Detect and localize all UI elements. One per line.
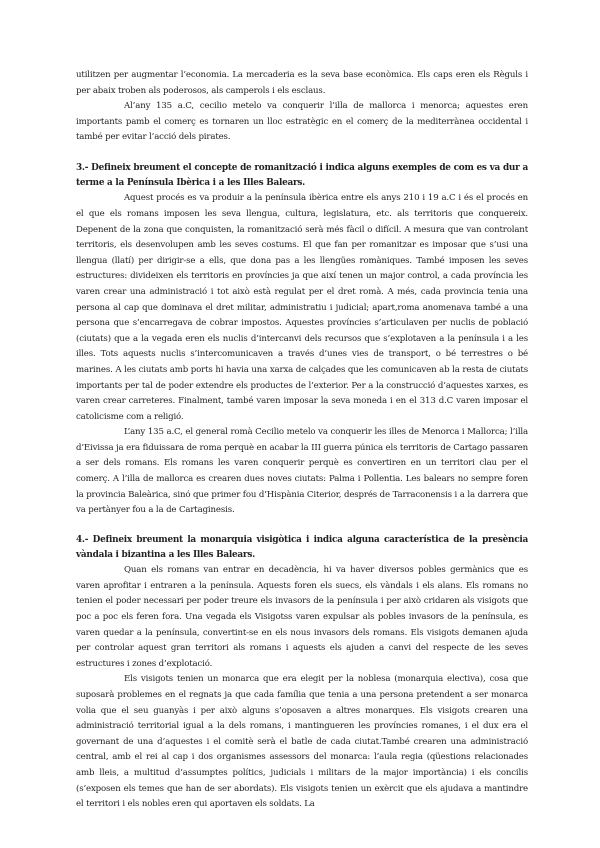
section-3-heading: 3.- Defineix breument el concepte de romanització i indica alguns exemples de com es va dur a terme a la Península Ibèrica i a les Illes Balears. — [76, 162, 528, 189]
spacer — [76, 146, 528, 161]
intro-paragraph: utilitzen per augmentar l’economia. La mercaderia es la seva base econòmica. Els caps eren els Règuls i per abaix troben als poderosos, als camperols i els esclaus. — [76, 70, 528, 96]
section-3-paragraph: Aquest procés es va produir a la península ibèrica entre els anys 210 i 19 a.C i és el procés en el que els romans imposen les seva llengua, cultura, legislatura, etc. als territoris que conquereix. Depenent de la zona que conquisten, la romanització serà més fàcil o difícil. A mesura que van controlant territoris, els desenvolupen amb les seves costums. El que fan per romanitzar es imposar que s’usi una llengua (llatí) per dirigir-se a ells, que dona pas a les llengües romàniques. També imposen les seves estructures: divideixen els territoris en províncies ja que així tenen un major control, a cada província les varen crear una administració i tot això està regulat per el dret romà. A més, cada provincia tenia una persona al cap que dominava el dret militar, administratiu i judicial; apart,roma anomenava també a una persona que s’encarregava de cobrar impostos. Aquestes províncies s’articulaven per nuclis de població (ciutats) que a la vegada eren els nuclis d’intercanvi dels recursos que s’explotaven a la península i a les illes. Tots aquests nuclis s’intercomunicaven a través d’unes vies de transport, o bé terrestres o bé marines. A les ciutats amb ports hi havia una xarxa de calçades que les comunicaven ab la resta de ciutats importants per tal de poder extendre els productes de l’exterior. Per a la construcció d’aquestes xarxes, es varen crear carreteres. Finalment, també varen imposar la seva moneda i en el 313 d.C varen imposar el catolicisme com a religió. — [76, 193, 528, 422]
intro-paragraph: Al’any 135 a.C, cecilio metelo va conquerir l’illa de mallorca i menorca; aquestes eren importants pamb el comerç es tornaren un lloc estratègic en el comerç de la mediterrànea occidental i també per evitar l’acció dels pirates. — [76, 101, 528, 143]
section-3-paragraph: L’any 135 a.C, el general romà Cecilio metelo va conquerir les illes de Menorca i Mallorca; l’illa d’Eivissa ja era fiduissara de roma perquè en acabar la III guerra púnica els territoris de Cartago passaren a ser dels romans. Els romans les varen conquerir perquè es convertiren en un territori clau per el comerç. A l’illa de mallorca es crearen dues noves ciutats: Palma i Pollentia. Les balears no sempre foren la provincia Baleàrica, sinó que primer fou d’Hispània Citerior, després de Tarraconensis i a la darrera que va pertànyer fou a la de Cartaginesis. — [76, 427, 528, 516]
section-4-paragraph: Quan els romans van entrar en decadència, hi va haver diversos pobles germànics que es varen aprofitar i entraren a la península. Aquests foren els suecs, els vàndals i els alans. Els romans no tenien el poder necessari per poder treure els invasors de la península i per això cridaren als visigots que poc a poc els feren fora. Una vegada els Visigotss varen expulsar als pobles invasors de la península, es varen quedar a la península, convertint-se en els nous invasors dels romans. Els visigots demanen ajuda per controlar aquest gran territori als romans i aquests els ajuden a canvi del respecte de les seves estructures i zones d’explotació. — [76, 565, 528, 669]
section-4-paragraph: Els visigots tenien un monarca que era elegit per la noblesa (monarquia electiva), cosa que suposarà problemes en el regnats ja que cada família que tenia a una persona pretendent a ser monarca volia que el seu guanyàs i per això alguns s’oposaven a altres monarques. Els visigots crearen una administració territorial igual a la dels romans, i mantingueren les províncies romanes, i el dux era el governant de una d’aquestes i el comitè serà el batle de cada ciutat.També crearen una administració central, amb el rei al cap i dos organismes assessors del monarca: l’aula regia (qüestions relacionades amb lleis, a multitud d’assumptes polítics, judicials i militars de la major importància) i els concilis (s’exposen els temes que han de ser abordats). Els visigots tenien un exèrcit que els ajudava a mantindre el territori i els nobles eren qui aportaven els soldats. La — [76, 674, 528, 810]
section-4-heading: 4.- Defineix breument la monarquia visigòtica i indica alguna característica de la presència vàndala i bizantina a les Illes Balears. — [76, 534, 528, 561]
spacer — [76, 519, 528, 533]
